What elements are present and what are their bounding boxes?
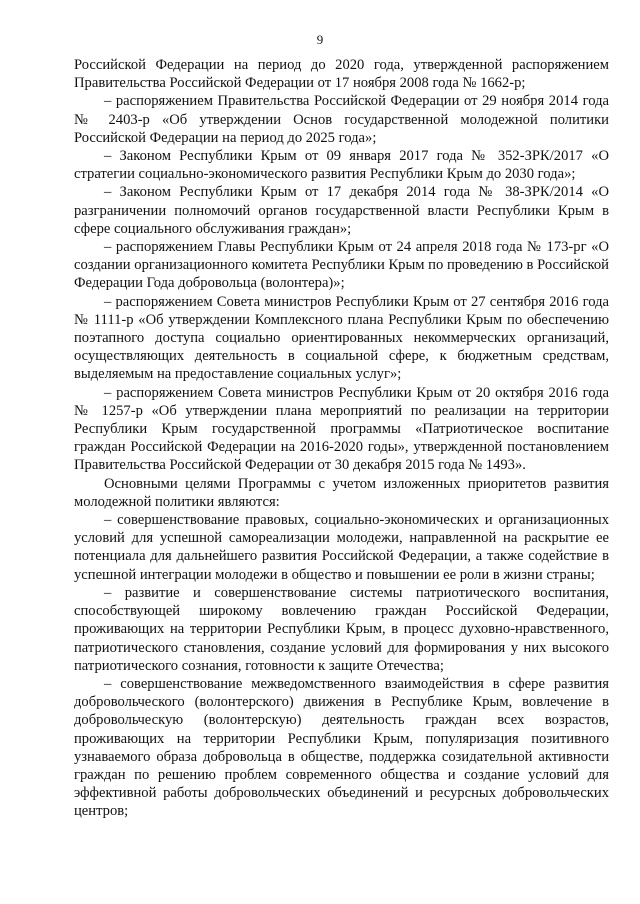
list-item: – совершенствование межведомственного взаимодействия в сфере развития добровольческого (волонтерского) движения в Республике Крым, вовлечение в добровольческую (волонтерскую) деятельность граждан всех возрастов, проживающих на территории Республики Крым, популяризация позитивного узнаваемого образа добровольца в обществе, поддержка созидательной активности граждан по решению проблем современного общества и создание условий для эффективной работы добровольческих объединений и ресурсных добровольческих центров; bbox=[74, 675, 609, 820]
list-item: – распоряжением Правительства Российской Федерации от 29 ноября 2014 года № 2403-р «Об утверждении Основ государственной молодежной политики Российской Федерации на период до 2025 года»; bbox=[74, 93, 609, 146]
paragraph-goals-intro: Основными целями Программы с учетом изложенных приоритетов развития молодежной политики являются: bbox=[74, 475, 609, 510]
list-item: – развитие и совершенствование системы патриотического воспитания, способствующей широкому вовлечению граждан Российской Федерации, проживающих на территории Республики Крым, в процесс духовно-нравственного, патриотического становления, создание условий для формирования у них высокого патриотического сознания, готовности к защите Отечества; bbox=[74, 584, 609, 674]
list-item: – распоряжением Совета министров Республики Крым от 20 октября 2016 года № 1257-р «Об утверждении плана мероприятий по реализации на территории Республики Крым государственной программы «Патриотическое воспитание граждан Российской Федерации на 2016-2020 годы», утвержденной постановлением Правительства Российской Федерации от 30 декабря 2015 года № 1493». bbox=[74, 384, 609, 474]
list-item: – распоряжением Совета министров Республики Крым от 27 сентября 2016 года № 1111-р «Об утверждении Комплексного плана Республики Крым по обеспечению поэтапного доступа социально ориентированных некоммерческих организаций, осуществляющих деятельность в социальной сфере, к бюджетным средствам, выделяемым на предоставление социальных услуг»; bbox=[74, 293, 609, 383]
list-item: – Законом Республики Крым от 17 декабря 2014 года № 38-ЗРК/2014 «О разграничении полномочий органов государственной власти Республики Крым в сфере социального обслуживания граждан»; bbox=[74, 184, 609, 237]
page-number: 9 bbox=[316, 32, 324, 47]
document-body bbox=[74, 56, 609, 821]
paragraph-continuation: Российской Федерации на период до 2020 года, утвержденной распоряжением Правительства Российской Федерации от 17 ноября 2008 года № 1662-р; bbox=[74, 57, 609, 92]
list-item: – распоряжением Главы Республики Крым от 24 апреля 2018 года № 173-рг «О создании организационного комитета Республики Крым по проведению в Российской Федерации Года добровольца (волонтера)»; bbox=[74, 239, 609, 292]
list-item: – Законом Республики Крым от 09 января 2017 года № 352-ЗРК/2017 «О стратегии социально-экономического развития Республики Крым до 2030 года»; bbox=[74, 148, 609, 183]
list-item: – совершенствование правовых, социально-экономических и организационных условий для успешной самореализации молодежи, направленной на раскрытие ее потенциала для дальнейшего развития Российской Федерации, а также содействие в успешной интеграции молодежи в общество и повышении ее роли в жизни страны; bbox=[74, 512, 609, 583]
